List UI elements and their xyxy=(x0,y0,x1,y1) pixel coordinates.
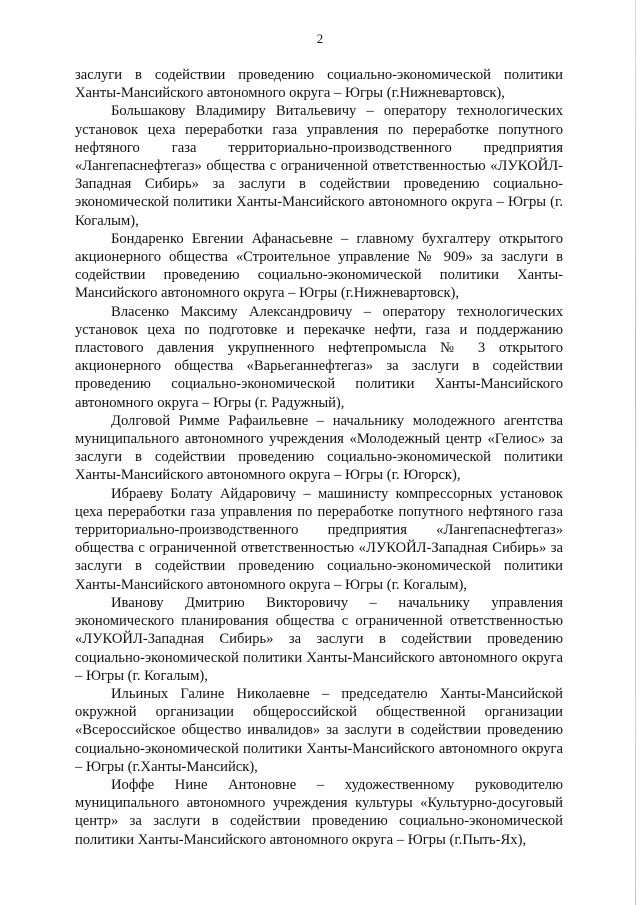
paragraph-award-vlasenko: Власенко Максиму Александровичу – оператору технологических установок цеха по подготовке и перекачке нефти, газа и поддержанию пластового давления укрупненного нефтепромысла № 3 открытого акционерного общества «Варьеганнефтегаз» за заслуги в содействии проведению социально-экономической политики Ханты-Мансийского автономного округа – Югры (г. Радужный), xyxy=(75,303,563,411)
paragraph-award-bolshakov: Большакову Владимиру Витальевичу – оператору технологических установок цеха переработки газа управления по переработке попутного нефтяного газа территориально-производственного предприятия «Лангепаснефтегаз» общества с ограниченной ответственностью «ЛУКОЙЛ-Западная Сибирь» за заслуги в содействии проведению социально-экономической политики Ханты-Мансийского автономного округа – Югры (г. Когалым), xyxy=(75,103,563,229)
paragraph-award-ilinykh: Ильиных Галине Николаевне – председателю Ханты-Мансийской окружной организации общероссийской общественной организации «Всероссийское общество инвалидов» за заслуги в содействии проведению социально-экономической политики Ханты-Мансийского автономного округа – Югры (г.Ханты-Мансийск), xyxy=(75,685,563,775)
page-number: 2 xyxy=(316,31,324,46)
paragraph-award-ibraev: Ибраеву Болату Айдаровичу – машинисту компрессорных установок цеха переработки газа управления по переработке попутного нефтяного газа территориально-производственного предприятия «Лангепаснефтегаз» общества с ограниченной ответственностью «ЛУКОЙЛ-Западная Сибирь» за заслуги в содействии проведению социально-экономической политики Ханты-Мансийского автономного округа – Югры (г. Когалым), xyxy=(75,485,563,593)
paragraph-award-ivanov: Иванову Дмитрию Викторовичу – начальнику управления экономического планирования общества с ограниченной ответственностью «ЛУКОЙЛ-Западная Сибирь» за заслуги в содействии проведению социально-экономической политики Ханты-Мансийского автономного округа – Югры (г. Когалым), xyxy=(75,594,563,684)
paragraph-award-bondarenko: Бондаренко Евгении Афанасьевне – главному бухгалтеру открытого акционерного общества «Строительное управление № 909» за заслуги в содействии проведению социально-экономической политики Ханты-Мансийского автономного округа – Югры (г.Нижневартовск), xyxy=(75,230,563,302)
document-body xyxy=(75,66,563,849)
paragraph-award-dolgova: Долговой Римме Рафаильевне – начальнику молодежного агентства муниципального автономного учреждения «Молодежный центр «Гелиос» за заслуги в содействии проведению социально-экономической политики Ханты-Мансийского автономного округа – Югры (г. Югорск), xyxy=(75,412,563,484)
paragraph-award-ioffe: Иоффе Нине Антоновне – художественному руководителю муниципального автономного учреждения культуры «Культурно-досуговый центр» за заслуги в содействии проведению социально-экономической политики Ханты-Мансийского автономного округа – Югры (г.Пыть-Ях), xyxy=(75,776,563,848)
scan-edge-line xyxy=(635,0,636,905)
paragraph-continuation: заслуги в содействии проведению социально-экономической политики Ханты-Мансийского автономного округа – Югры (г.Нижневартовск), xyxy=(75,67,563,102)
